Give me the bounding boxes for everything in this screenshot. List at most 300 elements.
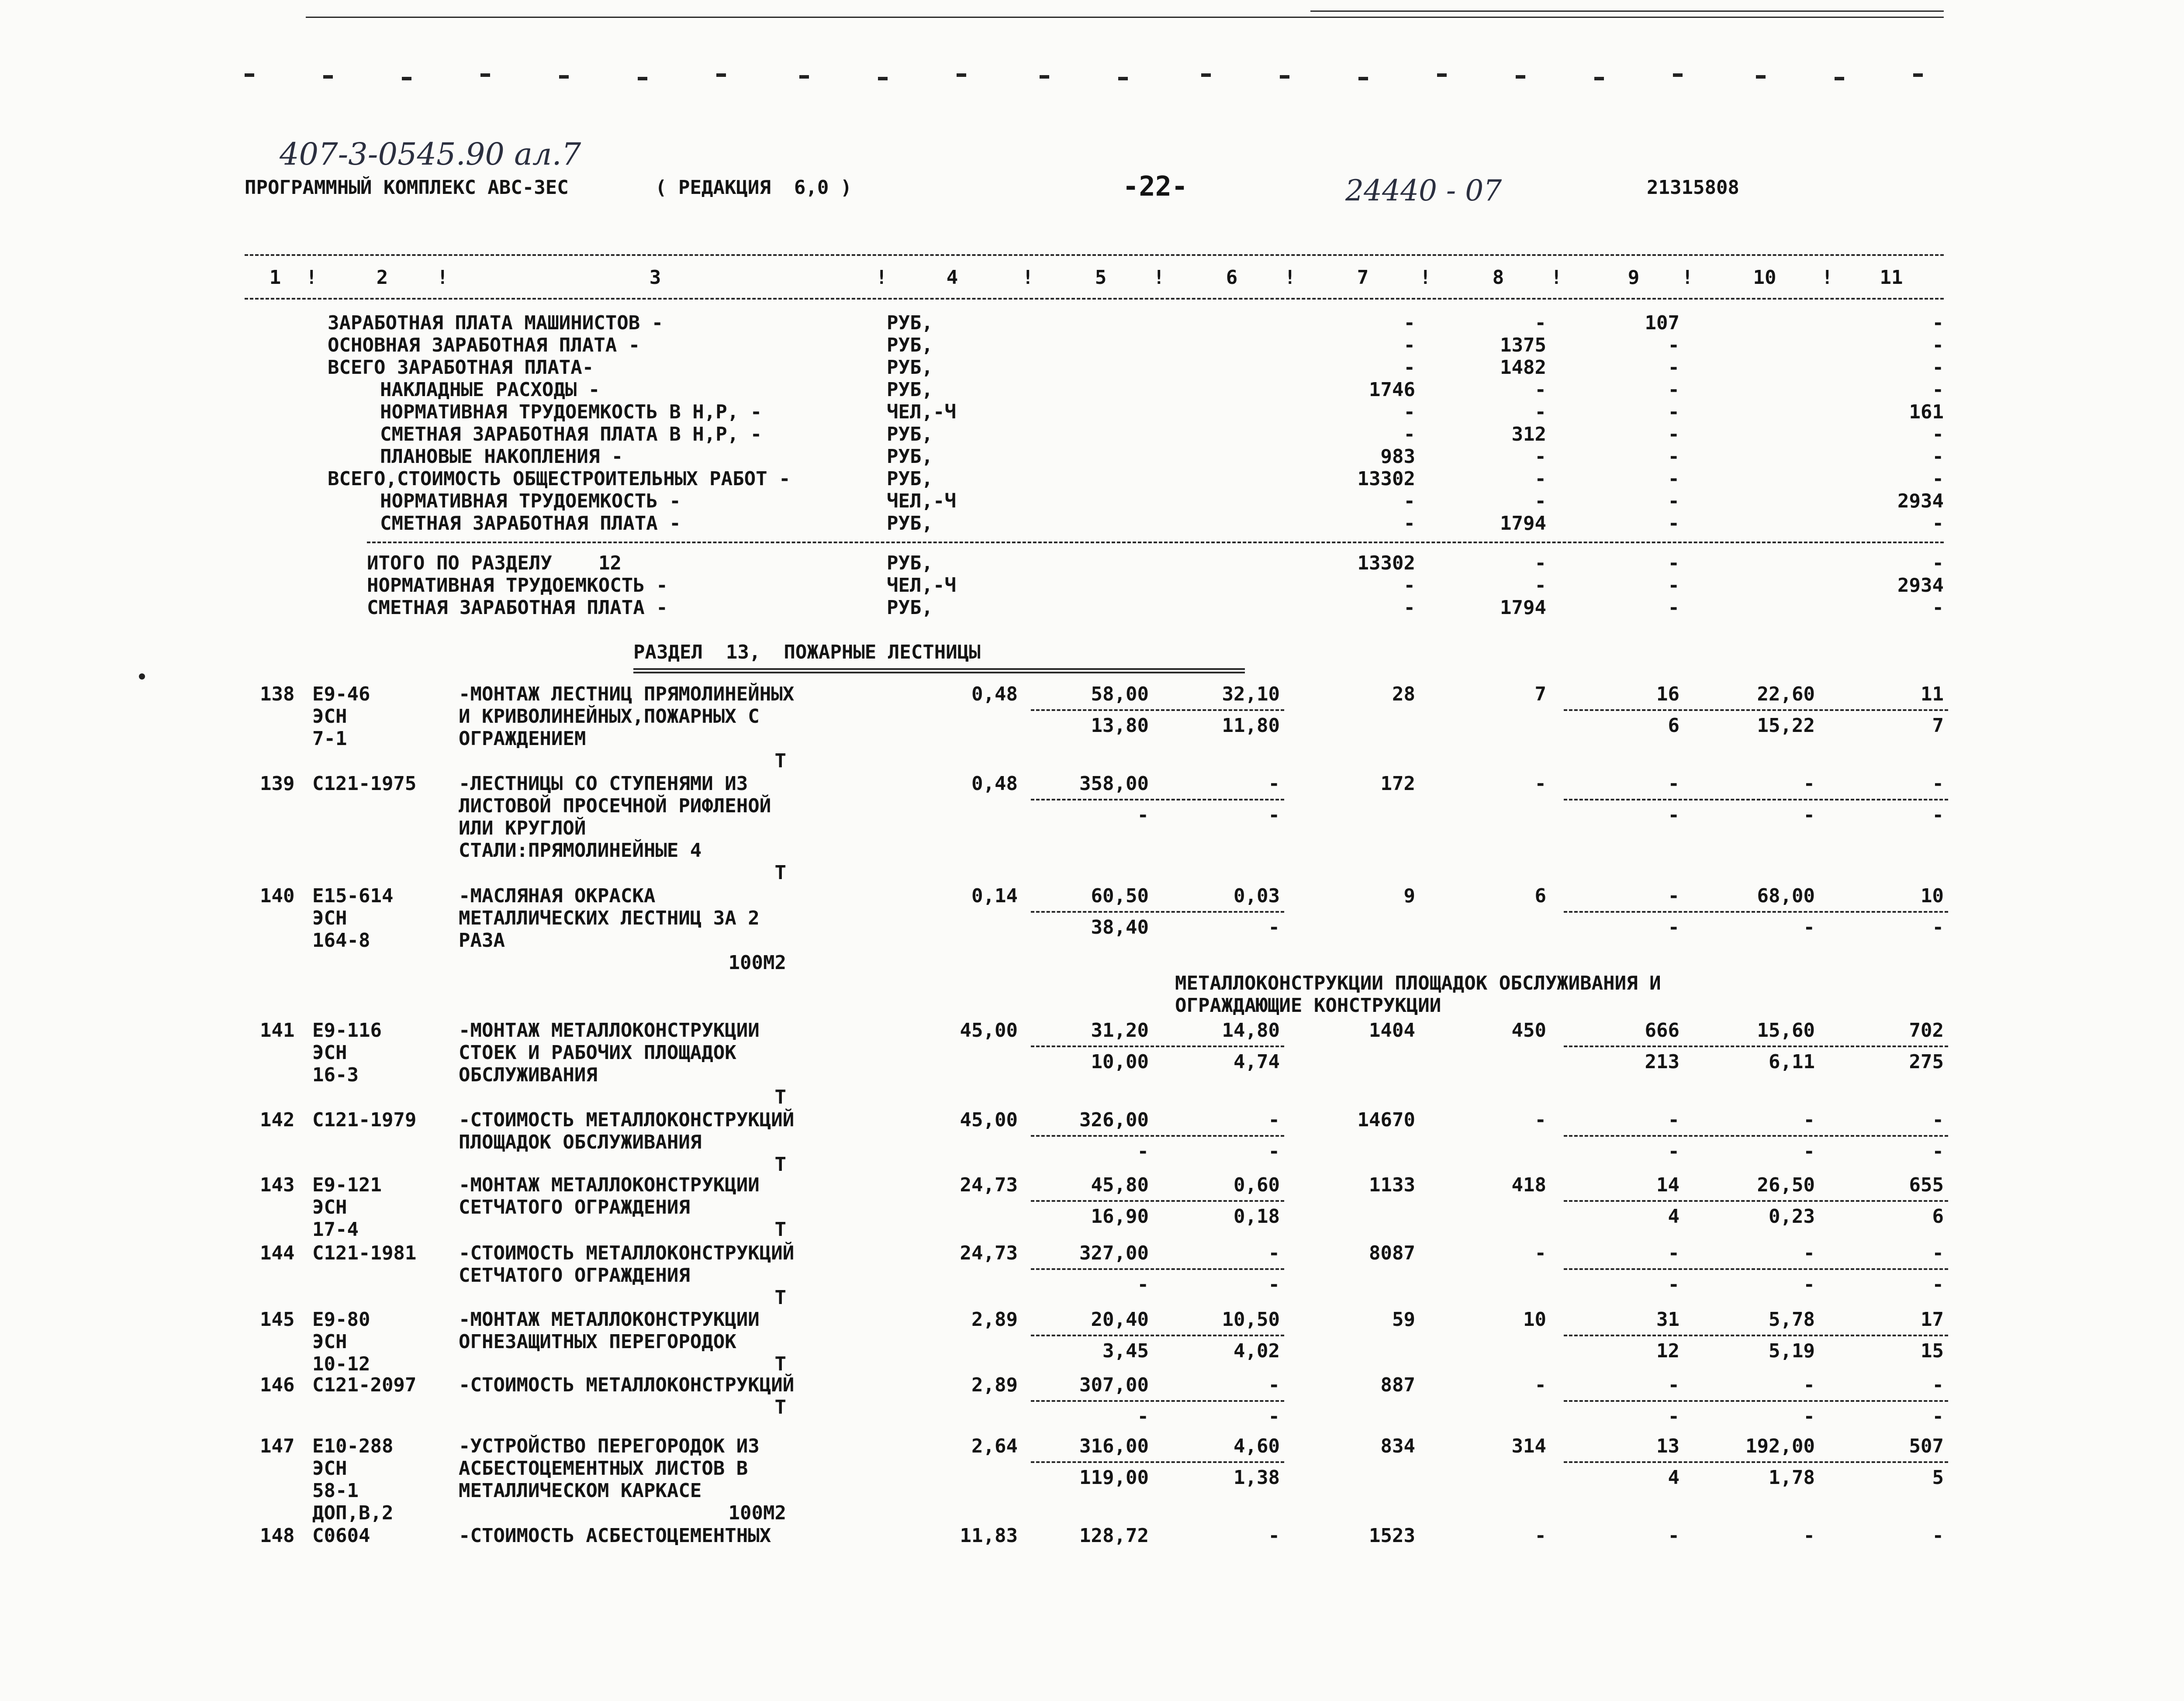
summary-col8: 312: [1511, 423, 1546, 445]
column-separator: !: [1420, 266, 1431, 289]
item-wage-col11: -: [1932, 1140, 1944, 1163]
binding-dash-mark: [245, 73, 254, 77]
total-col9: -: [1668, 552, 1679, 574]
item-machine-price: -: [1268, 1242, 1280, 1264]
item-divider-right: [1564, 911, 1948, 913]
binding-dash-mark: [716, 73, 726, 77]
item-description: МЕТАЛЛИЧЕСКИХ ЛЕСТНИЦ ЗА 2: [459, 907, 760, 929]
column-separator: !: [1153, 266, 1165, 289]
item-divider-left: [1031, 1045, 1284, 1047]
summary-col9: 107: [1645, 312, 1679, 334]
column-header-3: 3: [649, 266, 661, 289]
item-code: 164-8: [312, 929, 370, 952]
summary-col11: -: [1932, 423, 1944, 445]
item-wage-col10: -: [1803, 1273, 1815, 1296]
item-number: 142: [260, 1109, 295, 1131]
item-description: ИЛИ КРУГЛОЙ: [459, 817, 586, 839]
item-machine-price: -: [1268, 773, 1280, 795]
total-unit: РУБ,: [887, 597, 933, 619]
binding-dash-mark: [323, 75, 333, 79]
item-code: ДОП,В,2: [312, 1502, 394, 1524]
item-number: 140: [260, 885, 295, 907]
item-wage-col11: -: [1932, 804, 1944, 826]
item-wage-col9: -: [1668, 1140, 1679, 1163]
document-number: 21315808: [1647, 176, 1739, 199]
item-col8: -: [1534, 1109, 1546, 1131]
item-code: 17-4: [312, 1218, 359, 1241]
item-divider-right: [1564, 1135, 1948, 1137]
item-code: Е9-80: [312, 1308, 370, 1331]
total-unit: ЧЕЛ,-Ч: [887, 574, 956, 597]
summary-col7: 1746: [1369, 379, 1415, 401]
item-wage-col9: -: [1668, 804, 1679, 826]
binding-dash-mark: [559, 75, 569, 79]
item-divider-right: [1564, 709, 1948, 711]
item-col9: 31: [1656, 1308, 1679, 1331]
item-quantity: 2,89: [971, 1374, 1018, 1396]
item-wage-col10: 0,23: [1769, 1205, 1815, 1228]
item-code: Е15-614: [312, 885, 394, 907]
item-machine-wage: -: [1268, 1140, 1280, 1163]
item-description: -СТОИМОСТЬ МЕТАЛЛОКОНСТРУКЦИЙ: [459, 1109, 795, 1131]
item-unit: Т: [774, 750, 786, 772]
item-number: 148: [260, 1525, 295, 1547]
item-unit-price: 58,00: [1091, 683, 1149, 705]
total-col7: -: [1403, 597, 1415, 619]
column-header-4: 4: [946, 266, 958, 289]
summary-col8: 1482: [1500, 356, 1546, 379]
totals-rule: [367, 542, 1944, 543]
item-machine-wage: -: [1268, 1405, 1280, 1428]
summary-col7: 13302: [1357, 468, 1415, 490]
item-number: 147: [260, 1435, 295, 1457]
item-col10: 5,78: [1769, 1308, 1815, 1331]
item-machine-price: -: [1268, 1374, 1280, 1396]
item-unit: Т: [774, 1353, 786, 1375]
item-col8: -: [1534, 773, 1546, 795]
summary-col8: 1794: [1500, 512, 1546, 535]
item-quantity: 2,89: [971, 1308, 1018, 1331]
summary-unit: РУБ,: [887, 423, 933, 445]
item-unit-price: 327,00: [1079, 1242, 1149, 1264]
item-description: -МОНТАЖ МЕТАЛЛОКОНСТРУКЦИИ: [459, 1174, 760, 1196]
item-col8: -: [1534, 1374, 1546, 1396]
item-description: СТАЛИ:ПРЯМОЛИНЕЙНЫЕ 4: [459, 839, 702, 862]
item-machine-price: 14,80: [1222, 1019, 1280, 1042]
summary-col9: -: [1668, 490, 1679, 512]
summary-label: ВСЕГО ЗАРАБОТНАЯ ПЛАТА-: [328, 356, 594, 379]
item-quantity: 45,00: [960, 1109, 1018, 1131]
item-col11: -: [1932, 773, 1944, 795]
column-header-6: 6: [1226, 266, 1238, 289]
summary-col8: -: [1534, 379, 1546, 401]
item-code: 7-1: [312, 728, 347, 750]
total-col7: 13302: [1357, 552, 1415, 574]
item-divider-left: [1031, 911, 1284, 913]
item-quantity: 0,48: [971, 773, 1018, 795]
summary-unit: ЧЕЛ,-Ч: [887, 401, 956, 423]
summary-col9: -: [1668, 356, 1679, 379]
item-machine-price: 0,60: [1234, 1174, 1280, 1196]
item-description: -УСТРОЙСТВО ПЕРЕГОРОДОК ИЗ: [459, 1435, 760, 1457]
item-quantity: 24,73: [960, 1242, 1018, 1264]
summary-label: ЗАРАБОТНАЯ ПЛАТА МАШИНИСТОВ -: [328, 312, 663, 334]
item-wage-col10: 1,78: [1769, 1466, 1815, 1489]
summary-label: ПЛАНОВЫЕ НАКОПЛЕНИЯ -: [380, 445, 623, 468]
item-wage-col9: 4: [1668, 1205, 1679, 1228]
item-col11: 10: [1921, 885, 1944, 907]
item-machine-price: -: [1268, 1525, 1280, 1547]
binding-dash-mark: [1040, 75, 1049, 79]
summary-col7: -: [1403, 401, 1415, 423]
item-unit: Т: [774, 1153, 786, 1176]
item-description: АСБЕСТОЦЕМЕНТНЫХ ЛИСТОВ В: [459, 1457, 748, 1480]
item-col7: 14670: [1357, 1109, 1415, 1131]
item-col7: 1404: [1369, 1019, 1415, 1042]
item-wage-price: -: [1137, 1405, 1149, 1428]
item-wage-price: 119,00: [1079, 1466, 1149, 1489]
item-number: 143: [260, 1174, 295, 1196]
item-col9: -: [1668, 885, 1679, 907]
item-col11: 17: [1921, 1308, 1944, 1331]
total-label: СМЕТНАЯ ЗАРАБОТНАЯ ПЛАТА -: [367, 597, 668, 619]
header-rule-bottom: [245, 298, 1944, 300]
item-col9: -: [1668, 773, 1679, 795]
item-divider-right: [1564, 1045, 1948, 1047]
item-wage-price: 16,90: [1091, 1205, 1149, 1228]
item-col9: 14: [1656, 1174, 1679, 1196]
summary-label: ВСЕГО,СТОИМОСТЬ ОБЩЕСТРОИТЕЛЬНЫХ РАБОТ -: [328, 468, 791, 490]
item-description: -СТОИМОСТЬ МЕТАЛЛОКОНСТРУКЦИЙ: [459, 1374, 795, 1396]
summary-col8: -: [1534, 490, 1546, 512]
item-description: ОГНЕЗАЩИТНЫХ ПЕРЕГОРОДОК: [459, 1331, 736, 1353]
item-col10: -: [1803, 1525, 1815, 1547]
item-code: 58-1: [312, 1480, 359, 1502]
item-col8: 314: [1511, 1435, 1546, 1457]
item-unit-price: 316,00: [1079, 1435, 1149, 1457]
item-col8: 418: [1511, 1174, 1546, 1196]
item-unit: Т: [774, 1218, 786, 1241]
binding-dash-mark: [1437, 73, 1447, 77]
item-wage-col11: 5: [1932, 1466, 1944, 1489]
item-number: 139: [260, 773, 295, 795]
column-separator: !: [876, 266, 888, 289]
summary-unit: РУБ,: [887, 468, 933, 490]
item-unit-price: 326,00: [1079, 1109, 1149, 1131]
summary-col7: -: [1403, 334, 1415, 356]
item-wage-col11: 275: [1909, 1050, 1944, 1073]
item-description: МЕТАЛЛИЧЕСКОМ КАРКАСЕ: [459, 1480, 702, 1502]
item-col9: 666: [1645, 1019, 1679, 1042]
item-wage-col9: 213: [1645, 1050, 1679, 1073]
item-col11: -: [1932, 1374, 1944, 1396]
item-code: 10-12: [312, 1353, 370, 1375]
item-quantity: 2,64: [971, 1435, 1018, 1457]
column-separator: !: [1821, 266, 1833, 289]
total-col11: -: [1932, 597, 1944, 619]
section-title: РАЗДЕЛ 13, ПОЖАРНЫЕ ЛЕСТНИЦЫ: [633, 641, 981, 663]
summary-unit: РУБ,: [887, 356, 933, 379]
item-divider-left: [1031, 709, 1284, 711]
item-col8: 10: [1523, 1308, 1546, 1331]
item-unit: Т: [774, 862, 786, 884]
item-description: -СТОИМОСТЬ МЕТАЛЛОКОНСТРУКЦИЙ: [459, 1242, 795, 1264]
item-col9: -: [1668, 1109, 1679, 1131]
item-code: ЭСН: [312, 1457, 347, 1480]
total-col8: 1794: [1500, 597, 1546, 619]
item-col8: -: [1534, 1525, 1546, 1547]
summary-unit: ЧЕЛ,-Ч: [887, 490, 956, 512]
item-machine-price: 10,50: [1222, 1308, 1280, 1331]
item-col7: 1523: [1369, 1525, 1415, 1547]
item-wage-col11: -: [1932, 1273, 1944, 1296]
item-col10: -: [1803, 1242, 1815, 1264]
item-description: СЕТЧАТОГО ОГРАЖДЕНИЯ: [459, 1264, 690, 1287]
item-col7: 1133: [1369, 1174, 1415, 1196]
item-code: Е9-116: [312, 1019, 382, 1042]
item-wage-col10: 5,19: [1769, 1339, 1815, 1362]
summary-col8: -: [1534, 401, 1546, 423]
item-unit: Т: [774, 1287, 786, 1309]
column-header-5: 5: [1095, 266, 1107, 289]
item-col11: 702: [1909, 1019, 1944, 1042]
item-col7: 887: [1380, 1374, 1415, 1396]
item-unit: 100М2: [728, 952, 786, 974]
summary-col11: -: [1932, 512, 1944, 535]
handwritten-annotation: 407-3-0545.90 ал.7: [280, 136, 581, 172]
item-divider-left: [1031, 1268, 1284, 1270]
page-number: -22-: [1123, 170, 1188, 202]
item-unit-price: 31,20: [1091, 1019, 1149, 1042]
column-separator: !: [1551, 266, 1562, 289]
item-col7: 9: [1403, 885, 1415, 907]
item-col9: -: [1668, 1242, 1679, 1264]
item-code: Е9-46: [312, 683, 370, 705]
binding-dash-mark: [1516, 75, 1525, 79]
column-header-9: 9: [1628, 266, 1640, 289]
item-quantity: 45,00: [960, 1019, 1018, 1042]
summary-unit: РУБ,: [887, 512, 933, 535]
item-col7: 834: [1380, 1435, 1415, 1457]
binding-dash-mark: [1201, 73, 1211, 77]
summary-unit: РУБ,: [887, 379, 933, 401]
binding-dash-mark: [1673, 73, 1683, 77]
item-unit-price: 60,50: [1091, 885, 1149, 907]
item-machine-price: 32,10: [1222, 683, 1280, 705]
column-separator: !: [1022, 266, 1034, 289]
item-description: ЛИСТОВОЙ ПРОСЕЧНОЙ РИФЛЕНОЙ: [459, 795, 771, 817]
item-wage-col11: -: [1932, 916, 1944, 938]
item-description: ОБСЛУЖИВАНИЯ: [459, 1064, 598, 1086]
column-header-7: 7: [1357, 266, 1369, 289]
item-code: Е9-121: [312, 1174, 382, 1196]
binding-dash-mark: [1756, 75, 1766, 79]
item-code: ЭСН: [312, 907, 347, 929]
summary-col9: -: [1668, 445, 1679, 468]
item-divider-right: [1564, 1400, 1948, 1402]
item-divider-right: [1564, 1268, 1948, 1270]
item-number: 145: [260, 1308, 295, 1331]
binding-dash-mark: [480, 73, 490, 77]
item-description: СЕТЧАТОГО ОГРАЖДЕНИЯ: [459, 1196, 690, 1218]
item-machine-wage: -: [1268, 916, 1280, 938]
item-code: С121-1979: [312, 1109, 417, 1131]
summary-col9: -: [1668, 379, 1679, 401]
item-quantity: 0,48: [971, 683, 1018, 705]
summary-col7: -: [1403, 490, 1415, 512]
binding-dash-mark: [638, 77, 647, 80]
summary-label: НАКЛАДНЫЕ РАСХОДЫ -: [380, 379, 600, 401]
item-wage-col9: 4: [1668, 1466, 1679, 1489]
item-wage-col10: -: [1803, 916, 1815, 938]
summary-col11: -: [1932, 356, 1944, 379]
item-code: ЭСН: [312, 1042, 347, 1064]
summary-col7: -: [1403, 512, 1415, 535]
column-separator: !: [1284, 266, 1296, 289]
item-unit: 100М2: [728, 1502, 786, 1524]
item-quantity: 0,14: [971, 885, 1018, 907]
item-col7: 59: [1392, 1308, 1415, 1331]
summary-label: СМЕТНАЯ ЗАРАБОТНАЯ ПЛАТА -: [380, 512, 681, 535]
item-col11: 507: [1909, 1435, 1944, 1457]
summary-unit: РУБ,: [887, 312, 933, 334]
item-unit-price: 358,00: [1079, 773, 1149, 795]
item-divider-left: [1031, 1461, 1284, 1463]
item-code: С121-2097: [312, 1374, 417, 1396]
item-wage-price: -: [1137, 1140, 1149, 1163]
item-description: -МОНТАЖ МЕТАЛЛОКОНСТРУКЦИИ: [459, 1019, 760, 1042]
summary-label: СМЕТНАЯ ЗАРАБОТНАЯ ПЛАТА В Н,Р, -: [380, 423, 762, 445]
item-description: -МАСЛЯНАЯ ОКРАСКА: [459, 885, 656, 907]
item-col7: 172: [1380, 773, 1415, 795]
item-unit-price: 128,72: [1079, 1525, 1149, 1547]
item-description: ПЛОЩАДОК ОБСЛУЖИВАНИЯ: [459, 1131, 702, 1153]
item-wage-col11: 15: [1921, 1339, 1944, 1362]
item-unit: Т: [774, 1396, 786, 1418]
item-col10: 15,60: [1757, 1019, 1815, 1042]
item-quantity: 11,83: [960, 1525, 1018, 1547]
item-code: ЭСН: [312, 1331, 347, 1353]
item-col8: 6: [1534, 885, 1546, 907]
item-wage-col9: -: [1668, 916, 1679, 938]
binding-dash-mark: [1358, 77, 1368, 80]
item-wage-col10: -: [1803, 804, 1815, 826]
item-number: 144: [260, 1242, 295, 1264]
column-separator: !: [1682, 266, 1693, 289]
column-header-2: 2: [376, 266, 388, 289]
item-col11: 655: [1909, 1174, 1944, 1196]
subsection-title-line: ОГРАЖДАЮЩИЕ КОНСТРУКЦИИ: [1175, 994, 1441, 1017]
item-wage-price: -: [1137, 1273, 1149, 1296]
item-description: -СТОИМОСТЬ АСБЕСТОЦЕМЕНТНЫХ: [459, 1525, 771, 1547]
item-wage-price: 13,80: [1091, 714, 1149, 737]
item-machine-price: 0,03: [1234, 885, 1280, 907]
binding-dash-mark: [1913, 73, 1923, 77]
item-divider-right: [1564, 1200, 1948, 1202]
item-code: С0604: [312, 1525, 370, 1547]
binding-dash-mark: [1118, 77, 1128, 80]
item-quantity: 24,73: [960, 1174, 1018, 1196]
item-description: СТОЕК И РАБОЧИХ ПЛОЩАДОК: [459, 1042, 736, 1064]
summary-col11: -: [1932, 468, 1944, 490]
item-divider-left: [1031, 1135, 1284, 1137]
item-unit-price: 45,80: [1091, 1174, 1149, 1196]
item-wage-col11: 7: [1932, 714, 1944, 737]
margin-dot: [139, 673, 145, 680]
item-wage-col11: -: [1932, 1405, 1944, 1428]
summary-col7: 983: [1380, 445, 1415, 468]
item-machine-wage: 1,38: [1234, 1466, 1280, 1489]
total-section-number: 12: [598, 552, 622, 574]
item-number: 141: [260, 1019, 295, 1042]
binding-dash-mark: [878, 77, 888, 80]
item-wage-col10: 15,22: [1757, 714, 1815, 737]
item-col9: -: [1668, 1374, 1679, 1396]
summary-col8: 1375: [1500, 334, 1546, 356]
item-wage-col10: -: [1803, 1140, 1815, 1163]
item-col7: 28: [1392, 683, 1415, 705]
summary-col11: -: [1932, 312, 1944, 334]
item-col8: 450: [1511, 1019, 1546, 1042]
summary-label: ОСНОВНАЯ ЗАРАБОТНАЯ ПЛАТА -: [328, 334, 640, 356]
item-wage-price: 10,00: [1091, 1050, 1149, 1073]
column-separator: !: [306, 266, 318, 289]
binding-dash-mark: [1835, 77, 1844, 80]
item-col10: 68,00: [1757, 885, 1815, 907]
item-wage-col9: 12: [1656, 1339, 1679, 1362]
summary-unit: РУБ,: [887, 445, 933, 468]
subsection-title-line: МЕТАЛЛОКОНСТРУКЦИИ ПЛОЩАДОК ОБСЛУЖИВАНИЯ И: [1175, 972, 1661, 994]
total-unit: РУБ,: [887, 552, 933, 574]
item-code: С121-1975: [312, 773, 417, 795]
item-wage-col10: -: [1803, 1405, 1815, 1428]
item-col10: -: [1803, 1109, 1815, 1131]
item-wage-price: 38,40: [1091, 916, 1149, 938]
item-col10: 26,50: [1757, 1174, 1815, 1196]
item-divider-left: [1031, 1335, 1284, 1336]
total-col11: 2934: [1897, 574, 1944, 597]
item-divider-left: [1031, 1400, 1284, 1402]
item-wage-price: -: [1137, 804, 1149, 826]
column-separator: !: [437, 266, 449, 289]
item-col11: -: [1932, 1525, 1944, 1547]
summary-col11: 161: [1909, 401, 1944, 423]
summary-col8: -: [1534, 312, 1546, 334]
item-col9: -: [1668, 1525, 1679, 1547]
item-col9: 13: [1656, 1435, 1679, 1457]
item-col8: -: [1534, 1242, 1546, 1264]
summary-col9: -: [1668, 468, 1679, 490]
item-number: 138: [260, 683, 295, 705]
item-col10: -: [1803, 1374, 1815, 1396]
item-divider-left: [1031, 799, 1284, 800]
item-wage-col10: 6,11: [1769, 1050, 1815, 1073]
item-col8: 7: [1534, 683, 1546, 705]
section-title-underline: [633, 668, 1245, 673]
handwritten-code: 24440 - 07: [1345, 174, 1502, 207]
header-rule-top: [245, 254, 1944, 256]
total-col8: -: [1534, 552, 1546, 574]
summary-col8: -: [1534, 468, 1546, 490]
item-unit: Т: [774, 1086, 786, 1108]
total-label: НОРМАТИВНАЯ ТРУДОЕМКОСТЬ -: [367, 574, 668, 597]
total-col9: -: [1668, 574, 1679, 597]
item-unit-price: 307,00: [1079, 1374, 1149, 1396]
summary-col9: -: [1668, 334, 1679, 356]
item-col11: -: [1932, 1242, 1944, 1264]
item-wage-col9: -: [1668, 1405, 1679, 1428]
edition-label: ( РЕДАКЦИЯ 6,0 ): [655, 176, 852, 199]
